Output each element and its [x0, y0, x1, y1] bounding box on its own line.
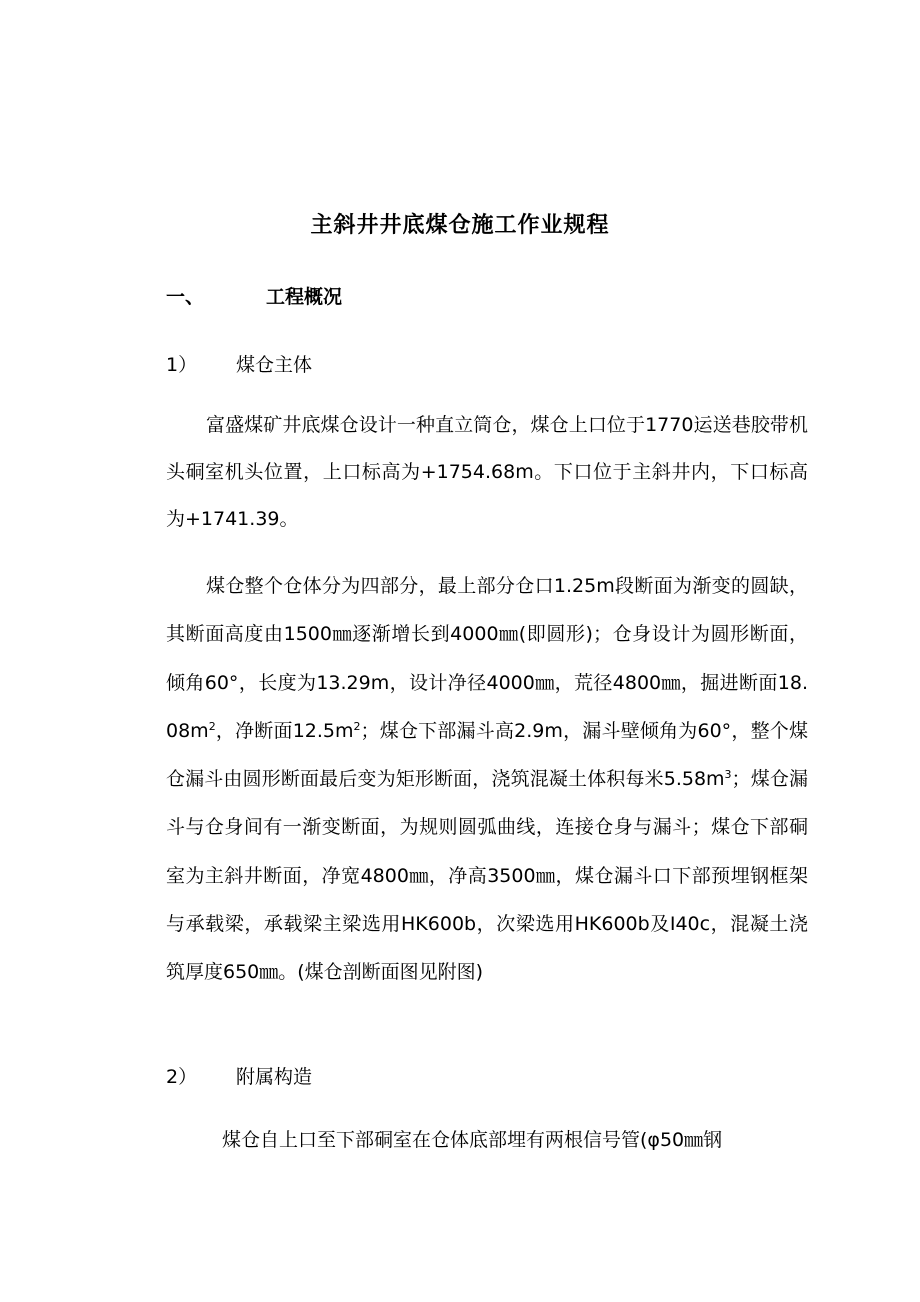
section-number: 一、 [166, 286, 205, 308]
paragraph-signal-pipes: 煤仓自上口至下部硐室在仓体底部埋有两根信号管(φ50㎜钢 [222, 1129, 723, 1151]
subheading-number: 1） [166, 354, 198, 376]
subheading-title: 煤仓主体 [236, 354, 313, 376]
subheading-number: 2） [166, 1066, 198, 1088]
paragraph-structure [166, 562, 808, 997]
superscript: 2 [353, 719, 361, 733]
superscript: 2 [208, 719, 216, 733]
paragraph-text: ；煤仓漏斗与仓身间有一渐变断面，为规则圆弧曲线，连接仓身与漏斗；煤仓下部硐室为主斜井断面，净宽4800㎜，净高3500㎜，煤仓漏斗口下部预埋钢框架与承载梁，承载梁主梁选用HK600b，次梁选用HK600b及I40c，混凝土浇筑厚度650㎜。(煤仓剖断面图见附图) [166, 768, 808, 984]
section-heading-overview [166, 282, 342, 309]
paragraph-location: 富盛煤矿井底煤仓设计一种直立筒仓，煤仓上口位于1770运送巷胶带机头硐室机头位置，上口标高为+1754.68m。下口位于主斜井内，下口标高为+1741.39。 [166, 414, 808, 530]
paragraph-text: ；煤仓下部漏斗高2.9m，漏斗壁倾角为60°，整个煤仓漏斗由圆形断面最后变为矩形断面，浇筑混凝土体积每米5.58m [166, 719, 808, 791]
subheading-coal-bin-body [166, 350, 312, 377]
subheading-auxiliary-structure [166, 1062, 312, 1089]
section-title: 工程概况 [266, 286, 343, 308]
superscript: 3 [724, 768, 732, 782]
paragraph-text: ，净断面12.5m [215, 719, 354, 742]
subheading-title: 附属构造 [236, 1066, 313, 1088]
paragraph-text: 煤仓整个仓体分为四部分，最上部分仓口1.25m段断面为渐变的圆缺，其断面高度由1500㎜逐渐增长到4000㎜(即圆形)；仓身设计为圆形断面，倾角60°，长度为13.29m，设计净径4000㎜，荒径4800㎜，掘进断面18.08m [166, 575, 808, 742]
document-title: 主斜井井底煤仓施工作业规程 [310, 213, 610, 238]
